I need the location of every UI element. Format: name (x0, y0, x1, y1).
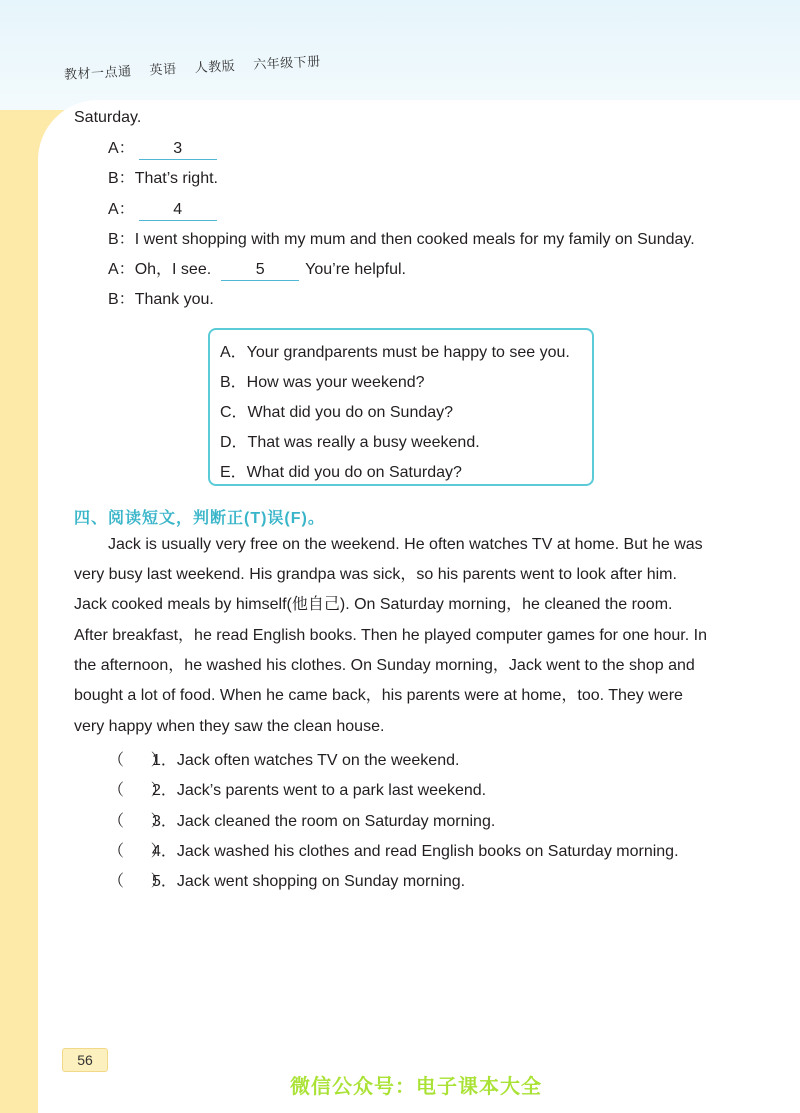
question-2 (108, 777, 486, 800)
option-c: C．What did you do on Sunday? (220, 404, 454, 421)
answer-blank-5[interactable]: 5 (221, 260, 299, 281)
passage-line: bought a lot of food. When he came back，his parents were at home，too. They were (74, 687, 683, 704)
answer-parentheses[interactable]: （ ） (108, 752, 167, 769)
dialogue-text: You’re helpful. (305, 261, 406, 278)
header-book: 教材一点通 (63, 63, 132, 82)
option-e: E．What did you do on Saturday? (220, 464, 462, 481)
question-text: 4．Jack washed his clothes and read English books on Saturday morning. (152, 843, 679, 860)
option-a: A．Your grandparents must be happy to see you. (220, 344, 570, 361)
answer-parentheses[interactable]: （ ） (108, 873, 167, 890)
question-3 (108, 808, 495, 831)
speaker-label: B： (108, 170, 135, 187)
answer-parentheses[interactable]: （ ） (108, 782, 167, 799)
answer-parentheses[interactable]: （ ） (108, 843, 167, 860)
question-text: 3．Jack cleaned the room on Saturday morning. (152, 813, 496, 830)
passage-line: the afternoon，he washed his clothes. On Sunday morning，Jack went to the shop and (74, 657, 695, 674)
question-text: 2．Jack’s parents went to a park last weekend. (152, 782, 487, 799)
options-box (208, 328, 594, 486)
header-grade: 六年级下册 (252, 53, 322, 73)
answer-blank-3[interactable]: 3 (139, 139, 217, 160)
dialogue-text: Thank you. (134, 291, 214, 308)
dialogue-line-a3 (108, 260, 406, 281)
answer-blank-4[interactable]: 4 (139, 200, 217, 221)
question-1 (108, 747, 459, 770)
header-band (0, 0, 800, 110)
speaker-label: B： (108, 231, 135, 248)
speaker-label: A： (108, 201, 135, 218)
page-number: 56 (62, 1048, 108, 1072)
dialogue-line-b3 (108, 290, 214, 310)
header-subject: 英语 (149, 61, 177, 78)
passage-line: Jack cooked meals by himself(他自己). On Saturday morning，he cleaned the room. (74, 596, 673, 613)
dialogue-line-b2 (108, 230, 695, 250)
passage-line: Jack is usually very free on the weekend. He often watches TV at home. But he was (108, 536, 703, 553)
watermark: 微信公众号：电子课本大全 (290, 1076, 542, 1098)
question-4 (108, 838, 679, 861)
question-5 (108, 868, 465, 891)
passage-line: After breakfast，he read English books. Then he played computer games for one hour. In (74, 627, 707, 644)
dialogue-text: That’s right. (134, 170, 218, 187)
dialogue-line-a1 (108, 139, 223, 160)
dialogue-carry-line: Saturday. (74, 109, 142, 126)
dialogue-prefix: Oh，I see. (134, 261, 212, 278)
option-d: D．That was really a busy weekend. (220, 434, 480, 451)
dialogue-line-a2 (108, 200, 223, 221)
answer-parentheses[interactable]: （ ） (108, 813, 167, 830)
question-text: 5．Jack went shopping on Sunday morning. (152, 873, 466, 890)
question-text: 1．Jack often watches TV on the weekend. (152, 752, 460, 769)
speaker-label: A： (108, 261, 135, 278)
passage-line: very busy last weekend. His grandpa was sick，so his parents went to look after him. (74, 566, 677, 583)
dialogue-text: I went shopping with my mum and then cooked meals for my family on Sunday. (134, 231, 695, 248)
dialogue-line-b1 (108, 169, 218, 189)
speaker-label: A： (108, 140, 135, 157)
section-title: 四、阅读短文，判断正(T)误(F)。 (74, 510, 325, 527)
speaker-label: B： (108, 291, 135, 308)
option-b: B．How was your weekend? (220, 374, 425, 391)
passage-line: very happy when they saw the clean house. (74, 718, 385, 735)
header-edition: 人教版 (194, 58, 236, 76)
